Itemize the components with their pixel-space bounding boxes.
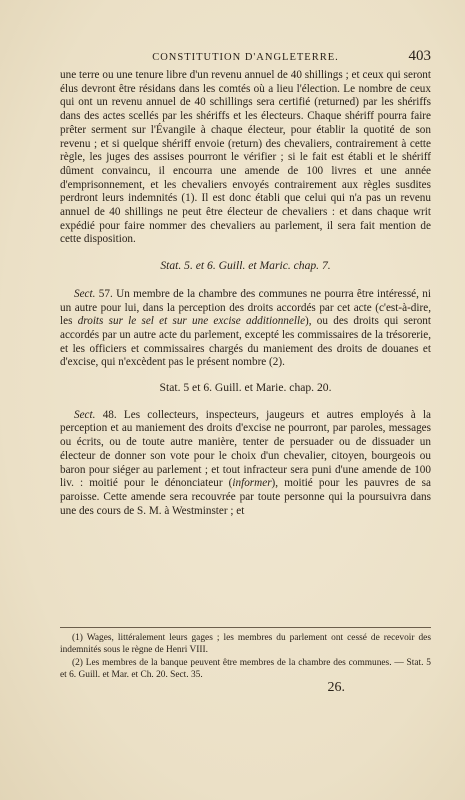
footnote-1: (1) Wages, littéralement leurs gages ; les membres du parlement ont cessé de recevoir des indemnités sous le règne de Henri VIII. <box>60 633 431 655</box>
footnote-2: (2) Les membres de la banque peuvent être membres de la chambre des communes. — Stat. 5 et 6. Guill. et Mar. et Ch. 20. Sect. 35. <box>60 658 431 680</box>
paragraph-electors: une terre ou une tenure libre d'un revenu annuel de 40 shillings ; et ceux qui seront élus devront être résidans dans les comtés où a lieu l'élection. Le nombre de ceux qui ont un revenu annuel de 40 schillings sera certifié (returned) par les shériffs dans des actes scellés par les shériffs et les électeurs. Chaque shériff pourra faire prêter serment sur l'Évangile à chaque électeur, pour établir la quotité de son revenu ; et si quelque shériff envoie (return) des chevaliers, contrairement à cette règle, les juges des assises pourront le vérifier ; si le fait est établi et le shériff dûment convaincu, il encourra une amende de 100 livres et une année d'emprisonnement, et les chevaliers envoyés contrairement aux règles susdites perdront leurs indemnités (1). Il est donc établi que celui qui n'a pas un revenu annuel de 40 shillings ne peut être électeur de chevaliers : et dans chaque writ expédié pour faire nommer des chevaliers au parlement, il sera fait mention de cette disposition. <box>60 69 431 246</box>
section-label: Sect. <box>74 408 96 421</box>
section-label: Sect. <box>74 287 96 300</box>
section-text-end: ), moitié pour les pauvres de sa paroisse. Cette amende sera recouvrée par toute personne qui la poursuivra dans une des cours de S. M. à Westminster ; et <box>60 477 431 517</box>
footnotes <box>60 633 431 683</box>
section-text-end: ), ou des droits qui seront accordés par un autre acte du parlement, excepté les commissaires de la trésorerie, et les officiers et commissaires chargés du maniement des droits de douanes et d'excise, qui n'excèdent pas le présent nombre (2). <box>60 315 431 369</box>
statute-reference: Stat. 5. et 6. Guill. et Maric. chap. 7. <box>160 259 331 273</box>
signature-mark: 26. <box>327 680 345 695</box>
footnote-divider <box>60 627 431 628</box>
body-text <box>60 69 431 518</box>
paragraph-section-57 <box>60 288 431 370</box>
section-text: 48. Les collecteurs, inspecteurs, jaugeurs et autres employés à la perception et au maniement des droits d'excise ne pourront, par paroles, messages ou écrits, ou de toute autre manière, tenter de persuader ou de dissuader un électeur de donner son vote pour le choix d'un chevalier, citoyen, bourgeois ou baron pour siéger au parlement ; et tout infracteur sera puni d'une amende de 100 liv. : moitié pour le dénonciateur ( <box>60 408 431 490</box>
page-header <box>60 48 431 68</box>
paragraph-section-48 <box>60 409 431 519</box>
section-emphasis: droits sur le sel et sur une excise additionnelle <box>77 315 306 328</box>
page-number: 403 <box>408 48 431 64</box>
statute-reference: Stat. 5 et 6. Guill. et Marie. chap. 20. <box>159 381 332 395</box>
section-emphasis: informer <box>232 477 272 490</box>
section-text: 57. Un membre de la chambre des communes ne pourra être intéressé, ni un autre pour lui, dans la perception des droits accordés par cet acte (c'est-à-dire, les <box>60 287 431 328</box>
running-head: CONSTITUTION D'ANGLETERRE. <box>152 52 339 63</box>
